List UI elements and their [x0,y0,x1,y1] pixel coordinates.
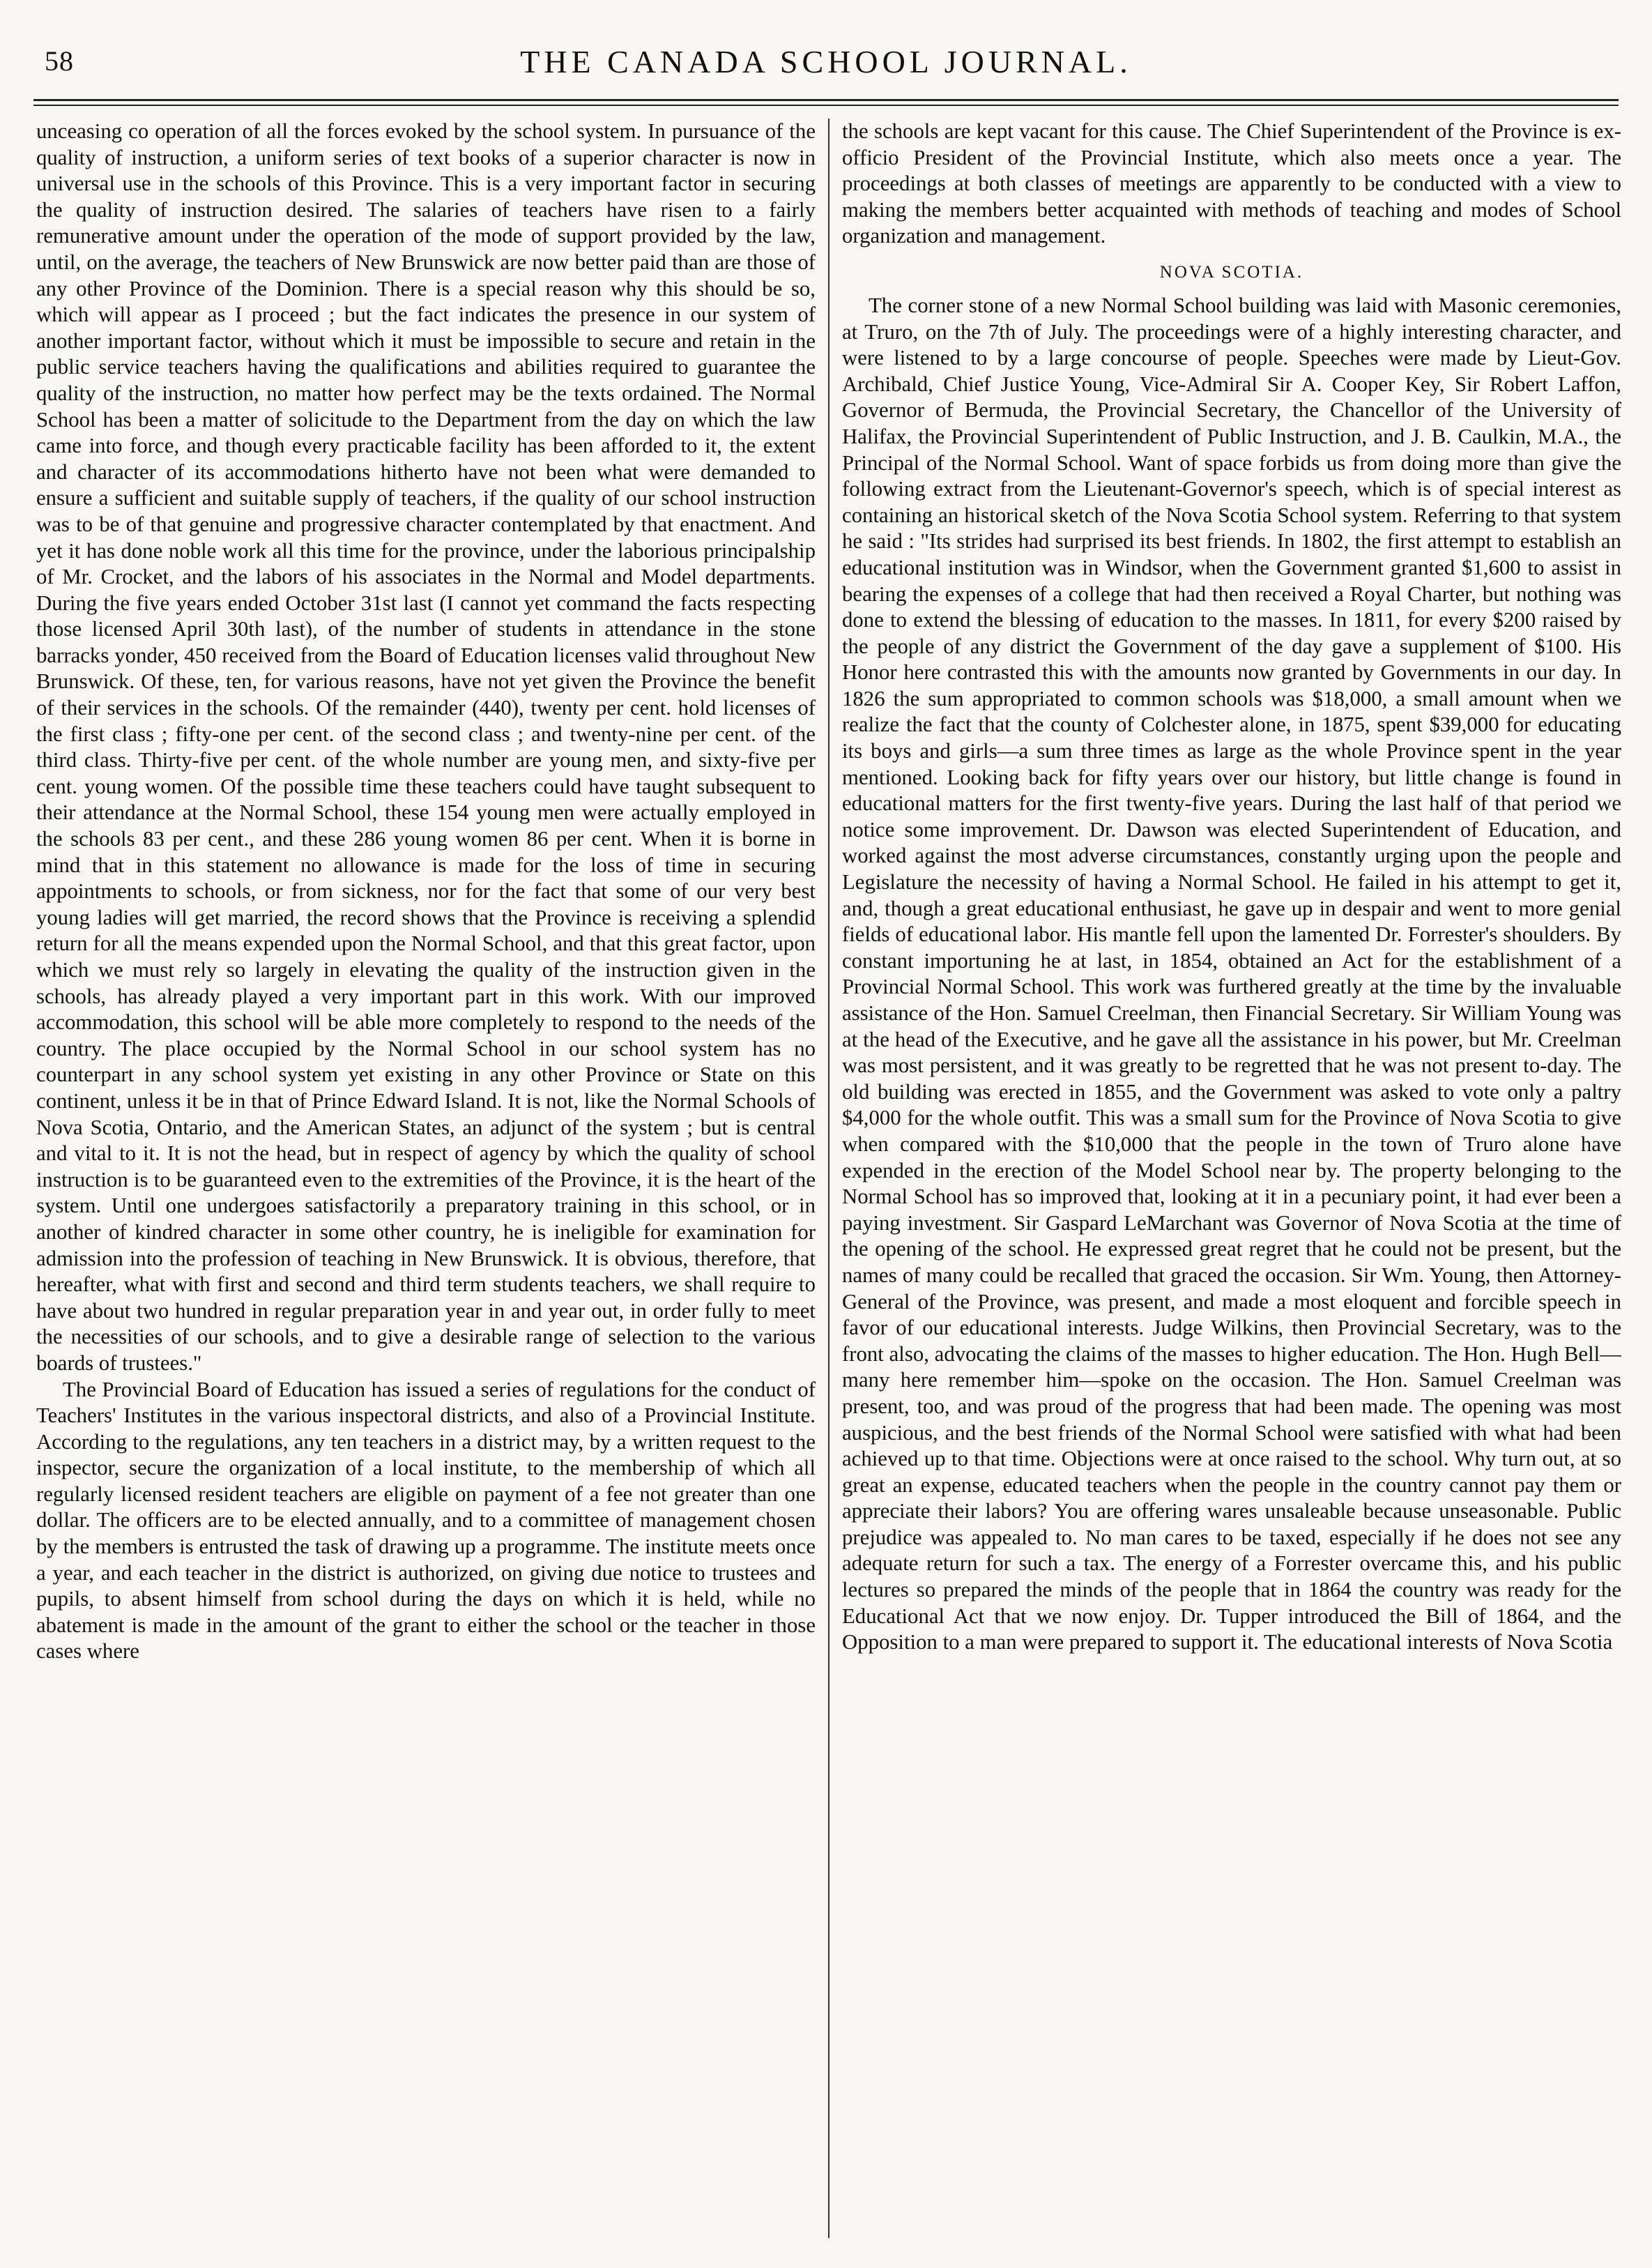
header-rule-secondary [33,105,1619,106]
page-number: 58 [45,45,74,77]
journal-title: THE CANADA SCHOOL JOURNAL. [520,44,1132,79]
section-heading: NOVA SCOTIA. [1159,262,1304,282]
article-paragraph: The Provincial Board of Education has issued a series of regulations for the conduct of Teachers' Institutes in the various inspectoral districts, and also of a Provincial Institute. According to the regulations, any ten teachers in a district may, by a written request to the inspector, secure the organization of a local institute, to the membership of which all regularly licensed resident teachers are eligible on payment of a fee not greater than one dollar. The officers are to be elected annually, and to a committee of management chosen by the members is entrusted the task of drawing up a programme. The institute meets once a year, and each teacher in the district is authorized, on giving due notice to trustees and pupils, to absent himself from school during the days on which it is held, while no abatement is made in the amount of the grant to either the school or the teacher in those cases where [36,1377,816,1664]
column-divider [828,119,829,2238]
header-rule [33,99,1619,101]
article-paragraph: unceasing co operation of all the forces evoked by the school system. In pursuance of the quality of instruction, a uniform series of text books of a superior character is now in universal use in the schools of this Province. This is a very important factor in securing the quality of instruction desired. The salaries of teachers have risen to a fairly remunerative amount under the operation of the mode of support provided by the law, until, on the average, the teachers of New Brunswick are now better paid than are those of any other Province of the Dominion. There is a special reason why this should be so, which will appear as I proceed ; but the fact indicates the presence in our system of another important factor, without which it must be impossible to secure and retain in the public service teachers having the qualifications and abilities required to guarantee the quality of the instruction, no matter how perfect may be the texts ordained. The Normal School has been a matter of solicitude to the Department from the day on which the law came into force, and though every practicable facility has been afforded to it, the extent and character of its accommodations hitherto have not been what were demanded to ensure a sufficient and suitable supply of teachers, if the quality of our school instruction was to be of that genuine and progressive character contemplated by that enactment. And yet it has done noble work all this time for the province, under the laborious principalship of Mr. Crocket, and the labors of his associates in the Normal and Model departments. During the five years ended October 31st last (I cannot yet command the facts respecting those licensed April 30th last), of the number of students in attendance in the stone barracks yonder, 450 received from the Board of Education licenses valid throughout New Brunswick. Of these, ten, for various reasons, have not yet given the Province the benefit of their services in the schools. Of the remainder (440), twenty per cent. hold licenses of the first class ; fifty-one per cent. of the second class ; and twenty-nine per cent. of the third class. Thirty-five per cent. of the whole number are young men, and sixty-five per cent. young women. Of the possible time these teachers could have taught subsequent to their attendance at the Normal School, these 154 young men were actually employed in the schools 83 per cent., and these 286 young women 86 per cent. When it is borne in mind that in this statement no allowance is made for the loss of time in securing appointments to schools, or from sickness, nor for the fact that some of our very best young ladies will get married, the record shows that the Province is receiving a splendid return for all the means expended upon the Normal School, and that this great factor, upon which we must rely so largely in elevating the quality of the instruction given in the schools, has already played a very important part in this work. With our improved accommodation, this school will be able more completely to respond to the needs of the country. The place occupied by the Normal School in our school system has no counterpart in any school system yet existing in any other Province or State on this continent, unless it be in that of Prince Edward Island. It is not, like the Normal Schools of Nova Scotia, Ontario, and the American States, an adjunct of the system ; but is central and vital to it. It is not the head, but in respect of agency by which the quality of school instruction is to be guaranteed even to the extremities of the Province, it is the heart of the system. Until one undergoes satisfactorily a preparatory training in this school, or in another of kindred character in some other country, he is ineligible for examination for admission into the profession of teaching in New Brunswick. It is obvious, therefore, that hereafter, what with first and second and third term students teachers, we shall require to have about two hundred in regular preparation year in and year out, in order fully to meet the necessities of our schools, and to give a desirable range of selection to the various boards of trustees." [36,119,816,1375]
article-paragraph: the schools are kept vacant for this cause. The Chief Superintendent of the Province is ex-officio President of the Provincial Institute, which also meets once a year. The proceedings at both classes of meetings are apparently to be conducted with a view to making the members better acquainted with methods of teaching and modes of School organization and management. [842,119,1621,248]
page-header [0,0,1652,112]
right-column [842,119,1621,2238]
article-paragraph: The corner stone of a new Normal School building was laid with Masonic ceremonies, at Truro, on the 7th of July. The proceedings were of a highly interesting character, and were listened to by a large concourse of people. Speeches were made by Lieut-Gov. Archibald, Chief Justice Young, Vice-Admiral Sir A. Cooper Key, Sir Robert Laffon, Governor of Bermuda, the Provincial Secretary, the Chancellor of the University of Halifax, the Provincial Superintendent of Public Instruction, and J. B. Caulkin, M.A., the Principal of the Normal School. Want of space forbids us from doing more than give the following extract from the Lieutenant-Governor's speech, which is of special interest as containing an historical sketch of the Nova Scotia School system. Referring to that system he said : "Its strides had surprised its best friends. In 1802, the first attempt to establish an educational institution was in Windsor, when the Government granted $1,600 to assist in bearing the expenses of a college that had then received a Royal Charter, but nothing was done to extend the blessing of education to the masses. In 1811, for every $200 raised by the people of any district the Government of the day gave a supplement of $100. His Honor here contrasted this with the amounts now granted by Governments in our day. In 1826 the sum appropriated to common schools was $18,000, a small amount when we realize the fact that the county of Colchester alone, in 1875, spent $39,000 for educating its boys and girls—a sum three times as large as the whole Province spent in the year mentioned. Looking back for fifty years over our history, but little change is found in educational matters for the first twenty-five years. During the last half of that period we notice some improvement. Dr. Dawson was elected Superintendent of Education, and worked against the most adverse circumstances, constantly urging upon the people and Legislature the necessity of having a Normal School. He failed in his attempt to get it, and, though a great educational enthusiast, he gave up in despair and went to more genial fields of educational labor. His mantle fell upon the lamented Dr. Forrester's shoulders. By constant importuning he at last, in 1854, obtained an Act for the establishment of a Provincial Normal School. This work was furthered greatly at the time by the invaluable assistance of the Hon. Samuel Creelman, then Financial Secretary. Sir William Young was at the head of the Executive, and he gave all the assistance in his power, but Mr. Creelman was most persistent, and it was greatly to be regretted that he was not present to-day. The old building was erected in 1855, and the Government was asked to vote only a paltry $4,000 for the whole outfit. This was a small sum for the Province of Nova Scotia to give when compared with the $10,000 that the people in the town of Truro alone have expended in the erection of the Model School near by. The property belonging to the Normal School has so improved that, looking at it in a pecuniary point, it had ever been a paying investment. Sir Gaspard LeMarchant was Governor of Nova Scotia at the time of the opening of the school. He expressed great regret that he could not be present, but the names of many could be recalled that graced the occasion. Sir Wm. Young, then Attorney-General of the Province, was present, and made a most eloquent and forcible speech in favor of our educational interests. Judge Wilkins, then Provincial Secretary, was to the front also, advocating the claims of the masses to higher education. The Hon. Hugh Bell—many here remember him—spoke on the occasion. The Hon. Samuel Creelman was present, too, and was proud of the progress that had been made. The opening was most auspicious, and the best friends of the Normal School were satisfied with what had been achieved up to that time. Objections were at once raised to the school. Why turn out, at so great an expense, educated teachers when the people in the country cannot pay them or appreciate their labors? You are offering wares unsaleable because unseasonable. Public prejudice was appealed to. No man cares to be taxed, especially if he does not see any adequate return for such a tax. The energy of a Forrester overcame this, and his public lectures so prepared the minds of the people that in 1864 the country was ready for the Educational Act that we now enjoy. Dr. Tupper introduced the Bill of 1864, and the Opposition to a man were prepared to support it. The educational interests of Nova Scotia [842,293,1621,1654]
left-column [36,119,816,2238]
